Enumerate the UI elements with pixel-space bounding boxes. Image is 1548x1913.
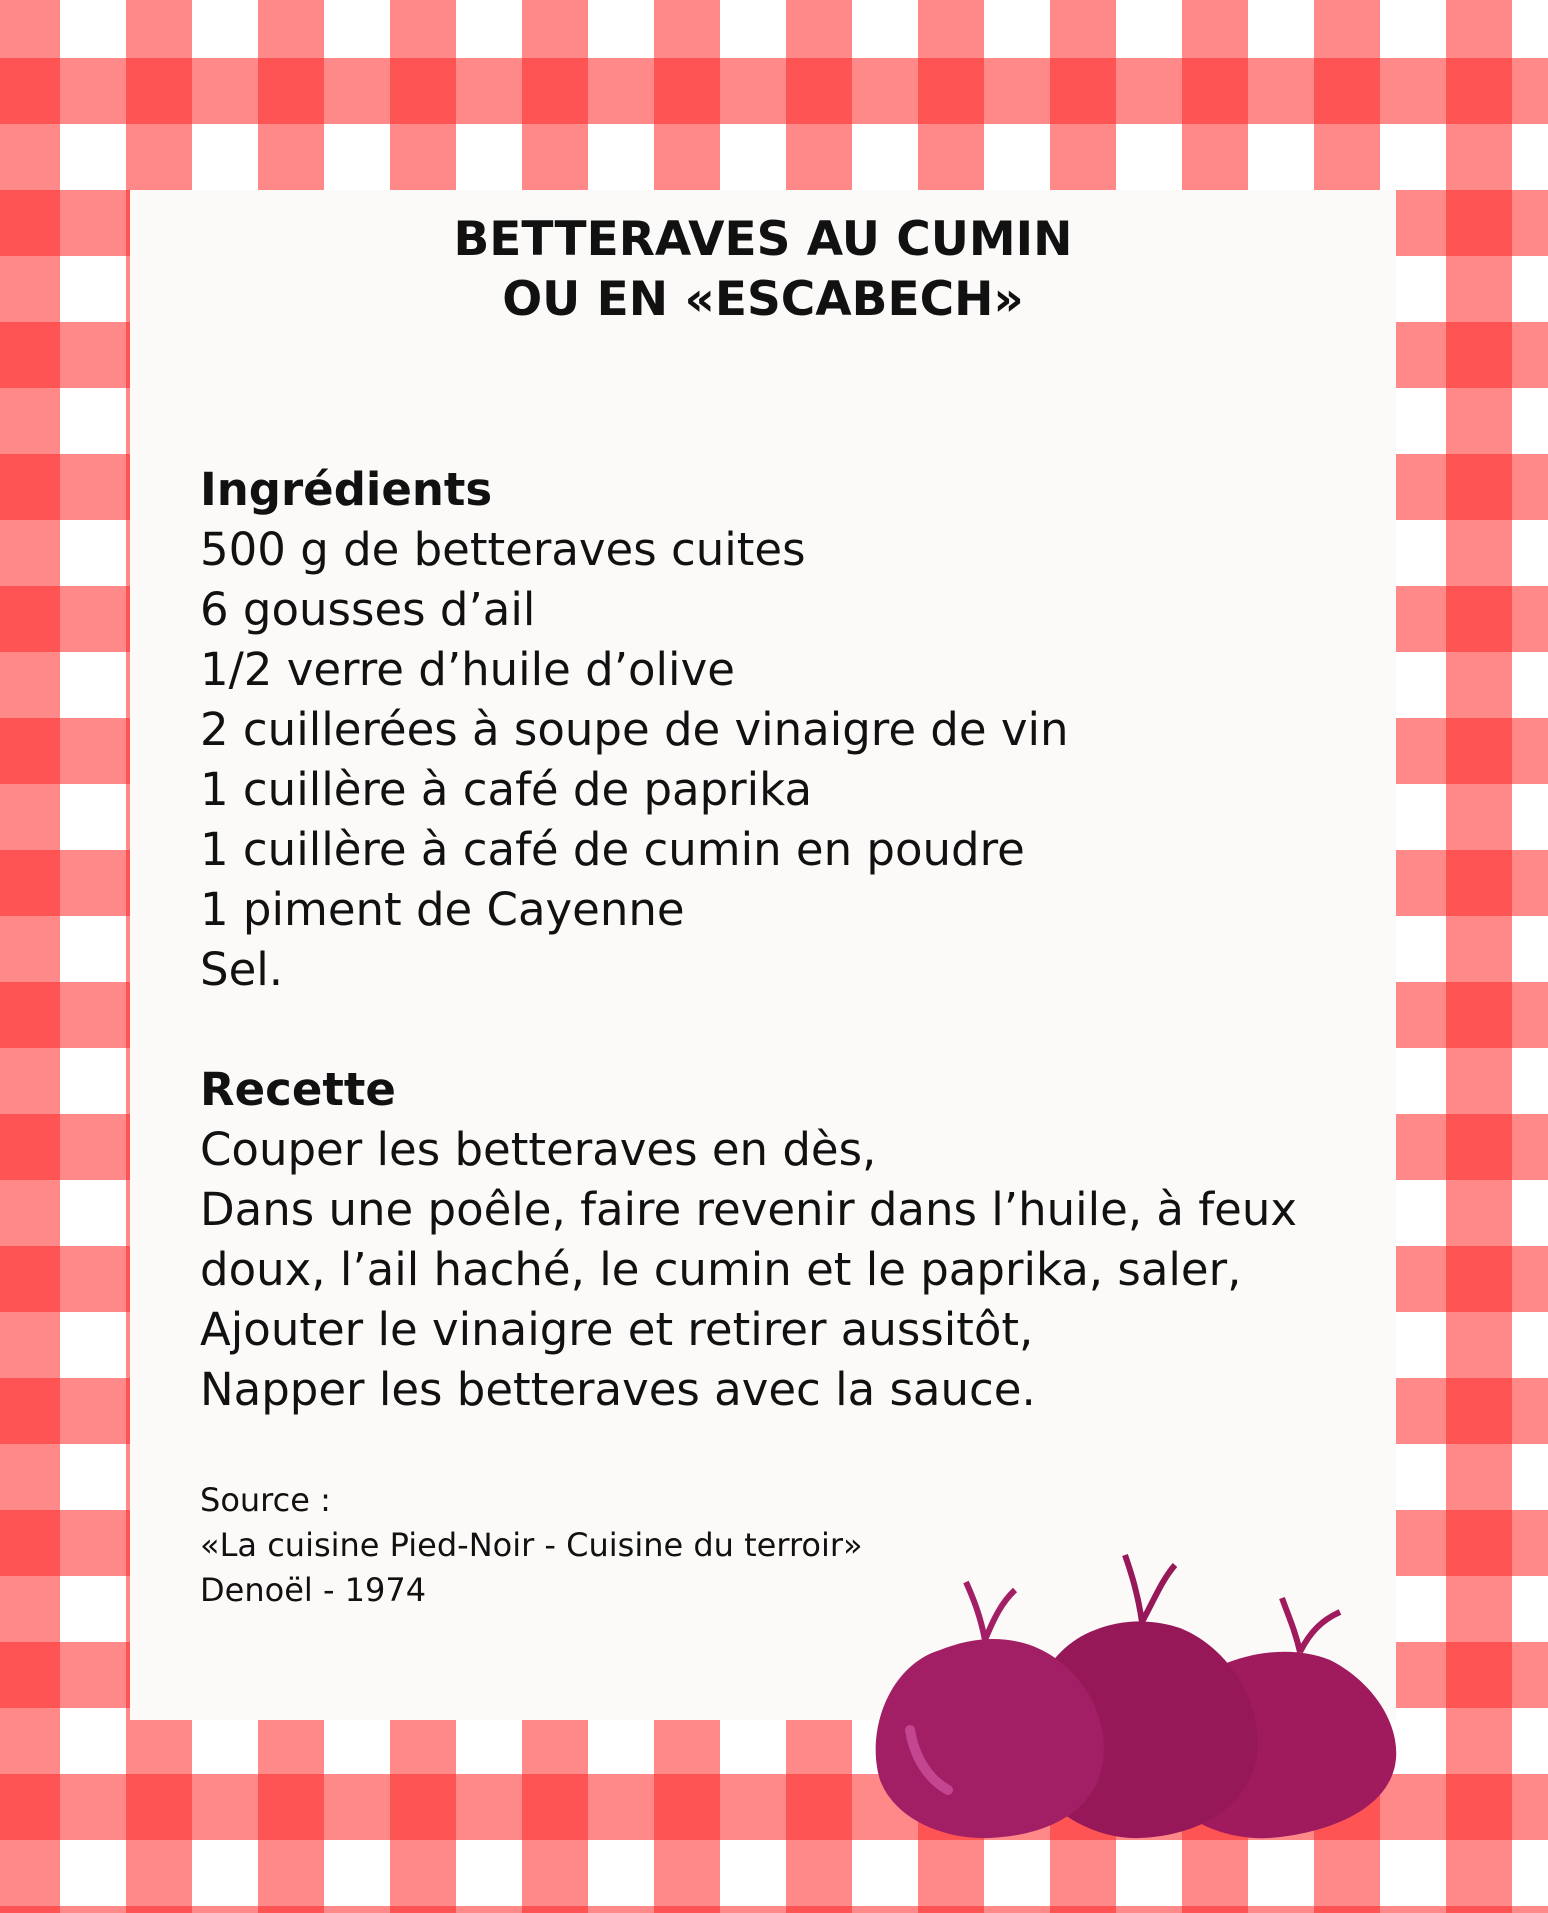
ingredient-item: 1 cuillère à café de paprika — [200, 763, 813, 816]
ingredient-item: 500 g de betteraves cuites — [200, 523, 806, 576]
ingredients-heading: Ingrédients — [200, 463, 493, 516]
ingredient-item: 6 gousses d’ail — [200, 583, 536, 636]
source-label: Source : — [200, 1481, 331, 1519]
recipe-step-line: doux, l’ail haché, le cumin et le paprika, saler, — [200, 1243, 1242, 1296]
recipe-step-line: Couper les betteraves en dès, — [200, 1123, 877, 1176]
recipe-heading: Recette — [200, 1063, 396, 1116]
recipe-section — [200, 1060, 1380, 1420]
ingredients-section — [200, 460, 1380, 1000]
recipe-step-line: Napper les betteraves avec la sauce. — [200, 1363, 1036, 1416]
source-publisher: Denoël - 1974 — [200, 1571, 427, 1609]
recipe-step-line: Dans une poêle, faire revenir dans l’huile, à feux — [200, 1183, 1297, 1236]
ingredient-item: 1/2 verre d’huile d’olive — [200, 643, 735, 696]
recipe-title — [130, 210, 1396, 330]
beetroot-illustration — [870, 1540, 1430, 1840]
ingredient-item: 1 cuillère à café de cumin en poudre — [200, 823, 1025, 876]
recipe-content — [200, 460, 1380, 1420]
beetroot-left — [876, 1582, 1104, 1838]
title-line-1: BETTERAVES AU CUMIN — [453, 212, 1073, 267]
recipe-card — [130, 190, 1396, 1720]
title-line-2: OU EN «ESCABECH» — [502, 272, 1024, 327]
source-block — [200, 1478, 863, 1613]
recipe-step-line: Ajouter le vinaigre et retirer aussitôt, — [200, 1303, 1034, 1356]
ingredient-item: 1 piment de Cayenne — [200, 883, 685, 936]
ingredient-item: Sel. — [200, 943, 284, 996]
ingredient-item: 2 cuillerées à soupe de vinaigre de vin — [200, 703, 1069, 756]
source-book: «La cuisine Pied-Noir - Cuisine du terroir» — [200, 1526, 863, 1564]
